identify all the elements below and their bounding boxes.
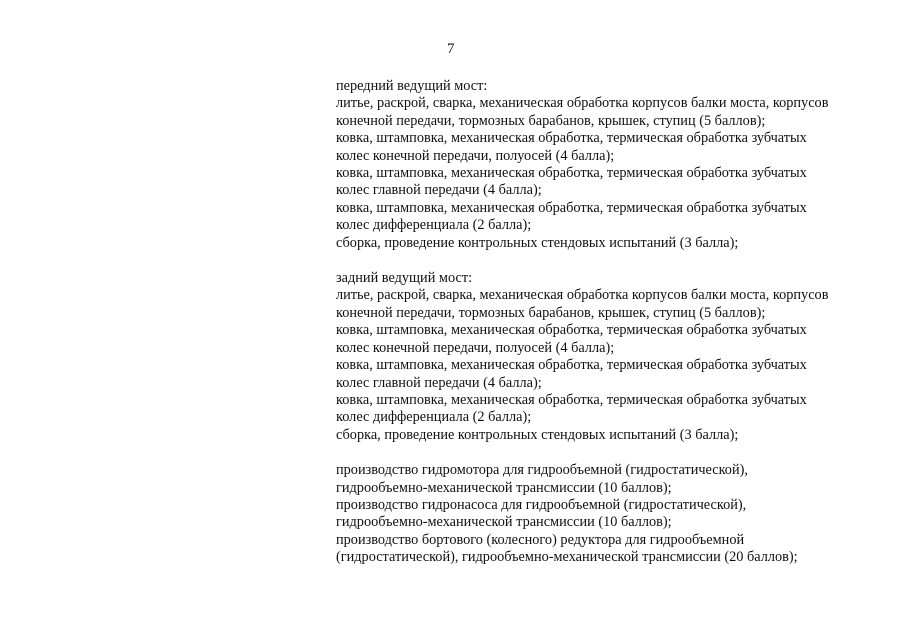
text-line: колес дифференциала (2 балла); [336, 409, 532, 426]
text-line: производство гидромотора для гидрообъемной (гидростатической), [336, 462, 748, 479]
text-line: производство бортового (колесного) редуктора для гидрообъемной [336, 531, 745, 548]
text-line: конечной передачи, тормозных барабанов, крышек, ступиц (5 баллов); [336, 112, 766, 129]
text-line: литье, раскрой, сварка, механическая обработка корпусов балки моста, корпусов [336, 95, 829, 112]
text-line: ковка, штамповка, механическая обработка, термическая обработка зубчатых [336, 322, 807, 339]
text-line: колес главной передачи (4 балла); [336, 374, 542, 391]
section-spacer [336, 444, 876, 462]
text-line: ковка, штамповка, механическая обработка, термическая обработка зубчатых [336, 391, 807, 408]
section-spacer [336, 252, 876, 270]
text-line: сборка, проведение контрольных стендовых испытаний (3 балла); [336, 234, 739, 251]
text-line: (гидростатической), гидрообъемно-механической трансмиссии (20 баллов); [336, 549, 798, 566]
text-line: ковка, штамповка, механическая обработка, термическая обработка зубчатых [336, 165, 807, 182]
section-heading: передний ведущий мост: [336, 78, 488, 94]
section-rear-axle [336, 270, 876, 444]
text-line: гидрообъемно-механической трансмиссии (10 баллов); [336, 479, 672, 496]
document-body [336, 78, 876, 567]
text-line: колес главной передачи (4 балла); [336, 182, 542, 199]
text-line: литье, раскрой, сварка, механическая обработка корпусов балки моста, корпусов [336, 287, 829, 304]
text-line: производство гидронасоса для гидрообъемной (гидростатической), [336, 496, 747, 513]
section-hydraulics [336, 462, 876, 566]
section-heading: задний ведущий мост: [336, 270, 473, 287]
text-line: гидрообъемно-механической трансмиссии (10 баллов); [336, 514, 672, 531]
text-line: ковка, штамповка, механическая обработка, термическая обработка зубчатых [336, 199, 807, 216]
page-number: 7 [447, 41, 455, 57]
text-line: конечной передачи, тормозных барабанов, крышек, ступиц (5 баллов); [336, 304, 766, 321]
text-line: ковка, штамповка, механическая обработка, термическая обработка зубчатых [336, 357, 807, 374]
text-line: сборка, проведение контрольных стендовых испытаний (3 балла); [336, 426, 739, 443]
text-line: колес дифференциала (2 балла); [336, 217, 532, 234]
text-line: колес конечной передачи, полуосей (4 балла); [336, 339, 615, 356]
section-front-axle [336, 78, 876, 252]
text-line: ковка, штамповка, механическая обработка, термическая обработка зубчатых [336, 130, 807, 147]
text-line: колес конечной передачи, полуосей (4 балла); [336, 147, 615, 164]
